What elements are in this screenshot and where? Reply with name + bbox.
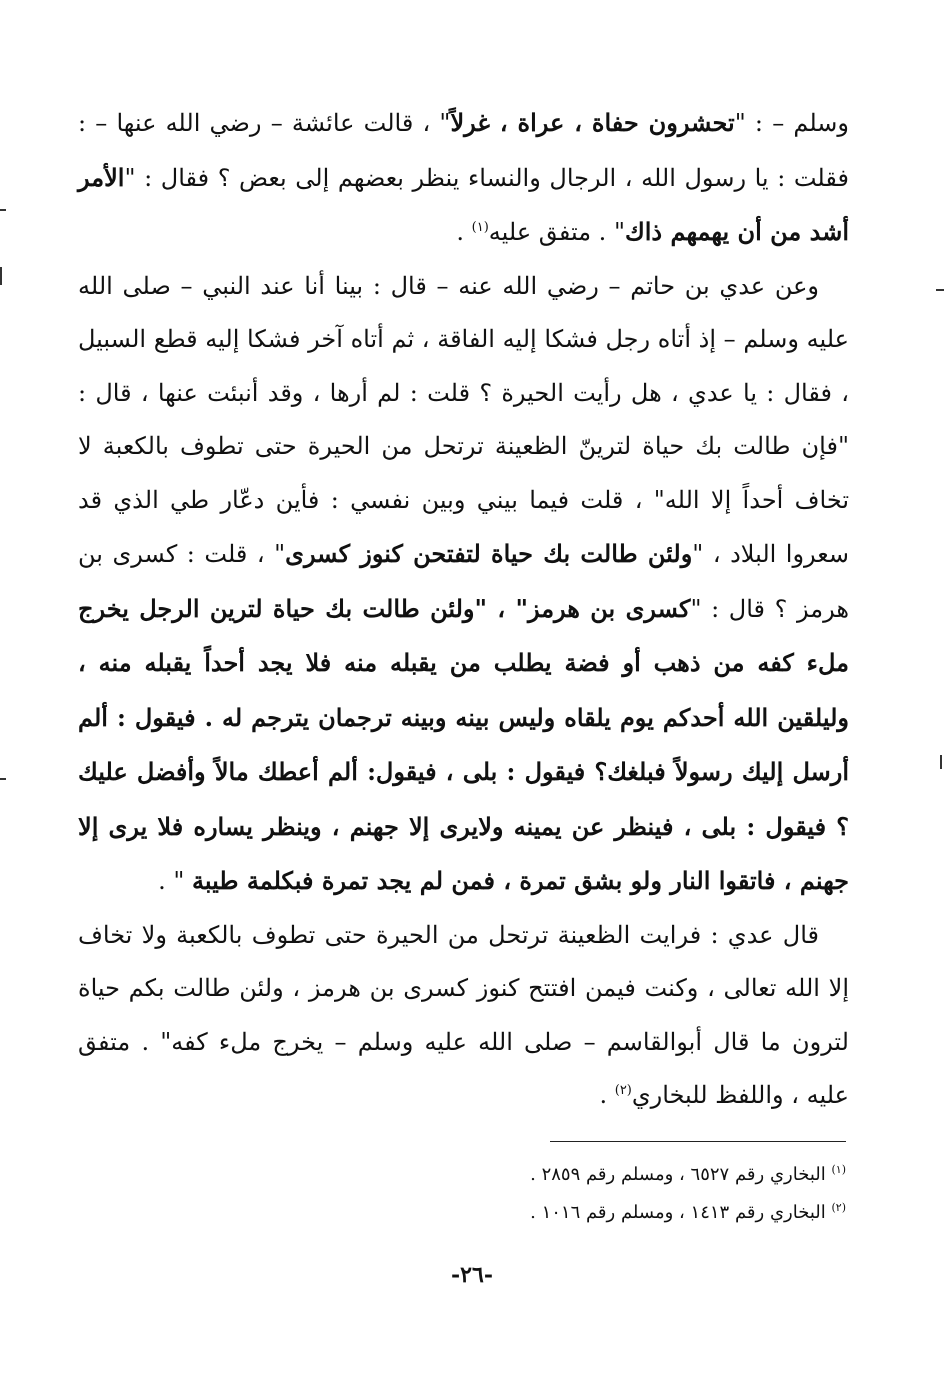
bold-hadith-segment: ولئن طالت بك حياة لتفتحن كنوز كسرى	[285, 539, 693, 568]
text-segment: .	[599, 1081, 615, 1109]
text-segment: " . متفق عليه	[488, 218, 625, 246]
footnote-text: البخاري رقم ١٤١٣ ، ومسلم رقم ١٠١٦ .	[530, 1202, 826, 1223]
footnote-ref-1[interactable]: (١)	[471, 220, 489, 235]
footnote-marker: (١)	[831, 1163, 846, 1176]
footnote-marker: (٢)	[831, 1201, 846, 1214]
text-segment: " ، قالت عائشة – رضي الله عنها – : فقلت : يا رسول الله ، الرجال والنساء ينظر بعضهم إلى بعض ؟ فقال : "	[78, 109, 849, 192]
text-segment: قال عدي : فرايت الظعينة ترتحل من الحيرة حتى تطوف بالكعبة ولا تخاف إلا الله تعالى ، وكنت فيمن افتتح كنوز كسرى بن هرمز ، ولئن طالت بكم حياة لترون ما قال أبوالقاسم – صلى الله عليه وسلم – يخرج ملء كفه" . متفق عليه ، واللفظ للبخاري	[78, 920, 849, 1109]
main-text	[78, 96, 849, 1123]
bold-hadith-segment: كسرى بن هرمز" ، "ولئن طالت بك حياة لترين الرجل يخرج ملء كفه من ذهب أو فضة يطلب من يقبله منه فلا يجد أحداً يقبله منه ، وليلقين الله أحدكم يوم يلقاه وليس بينه وبينه ترجمان يترجم له . فيقول : ألم أرسل إليك رسولاً فبلغك؟ فيقول : بلى ، فيقول: ألم أعطك مالاً وأفضل عليك ؟ فيقول : بلى ، فينظر عن يمينه ولايرى إلا جهنم ، وينظر يساره فلا يرى إلا جهنم ، فاتقوا النار ولو بشق تمرة ، فمن لم يجد تمرة فبكلمة طيبة	[78, 593, 849, 895]
bold-hadith-segment: تحشرون حفاة ، عراة ، غرلاً	[450, 108, 735, 137]
footnote-text: البخاري رقم ٦٥٢٧ ، ومسلم رقم ٢٨٥٩ .	[530, 1164, 826, 1185]
scan-margin-mark	[0, 778, 6, 780]
scan-margin-mark	[936, 289, 944, 291]
text-segment: .	[456, 218, 472, 246]
footnote-ref-2[interactable]: (٢)	[614, 1083, 632, 1098]
text-segment: وسلم – : "	[734, 109, 849, 137]
text-segment: " .	[158, 867, 193, 895]
paragraph-1	[78, 96, 849, 260]
page-number: -٢٦-	[451, 1262, 493, 1288]
footnote-divider	[550, 1141, 846, 1142]
scan-margin-mark	[0, 209, 6, 211]
footnote-1	[300, 1156, 846, 1194]
text-segment: " ، قلت : كسرى بن هرمز ؟ قال : "	[78, 540, 849, 623]
paragraph-3	[78, 909, 849, 1123]
scan-margin-mark	[940, 755, 942, 769]
footnotes	[300, 1156, 846, 1232]
bold-hadith-segment: الأمر أشد من أن يهمهم ذاك	[78, 162, 849, 246]
scan-margin-mark	[0, 267, 2, 285]
paragraph-2	[78, 260, 849, 909]
footnote-2	[300, 1194, 846, 1232]
text-segment: وعن عدي بن حاتم – رضي الله عنه – قال : بينا أنا عند النبي – صلى الله عليه وسلم – إذ أتاه رجل فشكا إليه الفاقة ، ثم أتاه آخر فشكا إليه قطع السبيل ، فقال : يا عدي ، هل رأيت الحيرة ؟ قلت : لم أرها ، وقد أنبئت عنها ، قال : "فإن طالت بك حياة لترينّ الظعينة ترتحل من الحيرة حتى تطوف بالكعبة لا تخاف أحداً إلا الله" ، قلت فيما بيني وبين نفسي : فأين دعّار طي الذي قد سعروا البلاد ، "	[78, 271, 849, 568]
